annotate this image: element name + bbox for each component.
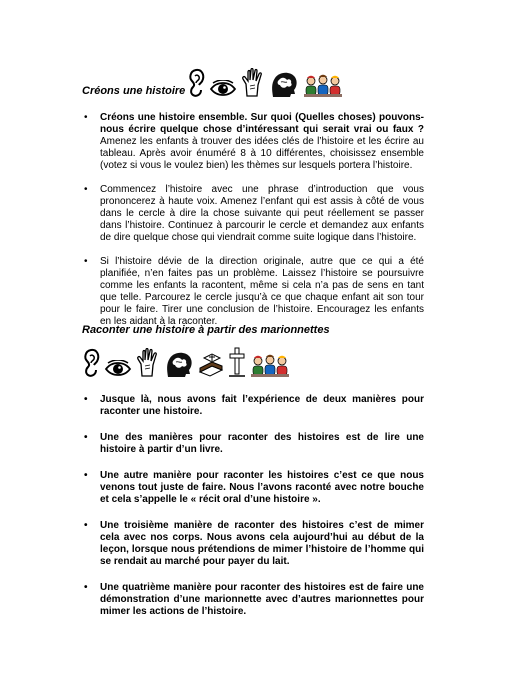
list-item xyxy=(82,112,424,172)
section2-heading: Raconter une histoire à partir des marionnettes xyxy=(82,324,330,336)
hand-icon xyxy=(136,348,160,378)
list-item xyxy=(82,582,424,618)
section2-heading-row xyxy=(82,324,330,337)
list-item-text: Une autre manière pour raconter les histoires c’est ce que nous venons tout juste de faire. Nous l’avons raconté avec notre bouche et cela s’appelle le « récit oral d’une histoire ». xyxy=(100,470,424,505)
bullet-dot: • xyxy=(84,520,88,531)
bullet-dot: • xyxy=(84,432,88,443)
list-item xyxy=(82,470,424,506)
section1-list xyxy=(82,112,424,340)
list-item xyxy=(82,256,424,328)
list-item-bold-text: Créons une histoire ensemble. Sur quoi (Quelles choses) pouvons-nous écrire quelque chose d’intéressant qui serait vrai ou faux ? xyxy=(100,112,424,135)
list-item-text: Amenez les enfants à trouver des idées clés de l’histoire et les écrire au tableau. Après avoir énuméré 8 à 10 différentes, choisissez ensemble (votez si vous le voulez bien) les thèmes sur lesquels portera l’histoire. xyxy=(100,136,424,171)
head-icon xyxy=(269,70,299,98)
list-item xyxy=(82,184,424,244)
bullet-dot: • xyxy=(84,256,88,267)
list-item xyxy=(82,432,424,456)
list-item-text: Une troisième manière de raconter des histoires c’est de mimer cela avec nos corps. Nous avons cela aujourd’hui au début de la leçon, lorsque nous prétendions de mimer l’histoire de l’homme qui se rendait au marché pour payer du lait. xyxy=(100,520,424,567)
section1-heading: Créons une histoire xyxy=(82,85,186,97)
group-icon xyxy=(303,74,343,98)
list-item-text: Commencez l’histoire avec une phrase d’introduction que vous prononcerez à haute voix. Amenez l’enfant qui est assis à côté de vous dans le cercle à dire la chose suivante qui peut réellement se passer dans l’histoire. Continuez à parcourir le cercle et demandez aux enfants de dire quelque chose qui viendrait comme suite logique dans l’histoire. xyxy=(100,184,424,243)
ear-icon xyxy=(82,348,100,378)
list-item-text: Une des manières pour raconter des histoires est de lire une histoire à partir d’un livre. xyxy=(100,432,424,455)
list-item-text: Jusque là, nous avons fait l’expérience de deux manières pour raconter une histoire. xyxy=(100,394,424,417)
section2-list xyxy=(82,394,424,632)
bullet-dot: • xyxy=(84,394,88,405)
cross-icon xyxy=(228,346,246,378)
group-icon xyxy=(250,354,290,378)
list-item xyxy=(82,520,424,568)
list-item-text: Une quatrième manière pour raconter des histoires est de faire une démonstration d’une marionnette avec d’autres marionnettes pour mimer les actions de l’histoire. xyxy=(100,582,424,617)
eye-icon xyxy=(209,80,237,98)
hand-icon xyxy=(241,68,265,98)
eye-icon xyxy=(104,360,132,378)
section1-icon-strip xyxy=(187,68,343,98)
bullet-dot: • xyxy=(84,470,88,481)
bullet-dot: • xyxy=(84,184,88,195)
section1-heading-row xyxy=(82,68,343,98)
ear-icon xyxy=(187,68,205,98)
bullet-dot: • xyxy=(84,112,88,123)
section2-icon-strip xyxy=(82,346,290,378)
bible-icon xyxy=(198,352,224,378)
list-item xyxy=(82,394,424,418)
head-icon xyxy=(164,350,194,378)
list-item-text: Si l’histoire dévie de la direction originale, autre que ce qui a été planifiée, n’en faites pas un problème. Laissez l’histoire se poursuivre comme les enfants la racontent, même si cela n’a pas de sens en tant que telle. Parcourez le cercle jusqu’à ce que chaque enfant ait son tour pour le faire. Tirer une conclusion de l’histoire. Encouragez les enfants en les aidant à la raconter. xyxy=(100,256,424,327)
bullet-dot: • xyxy=(84,582,88,593)
